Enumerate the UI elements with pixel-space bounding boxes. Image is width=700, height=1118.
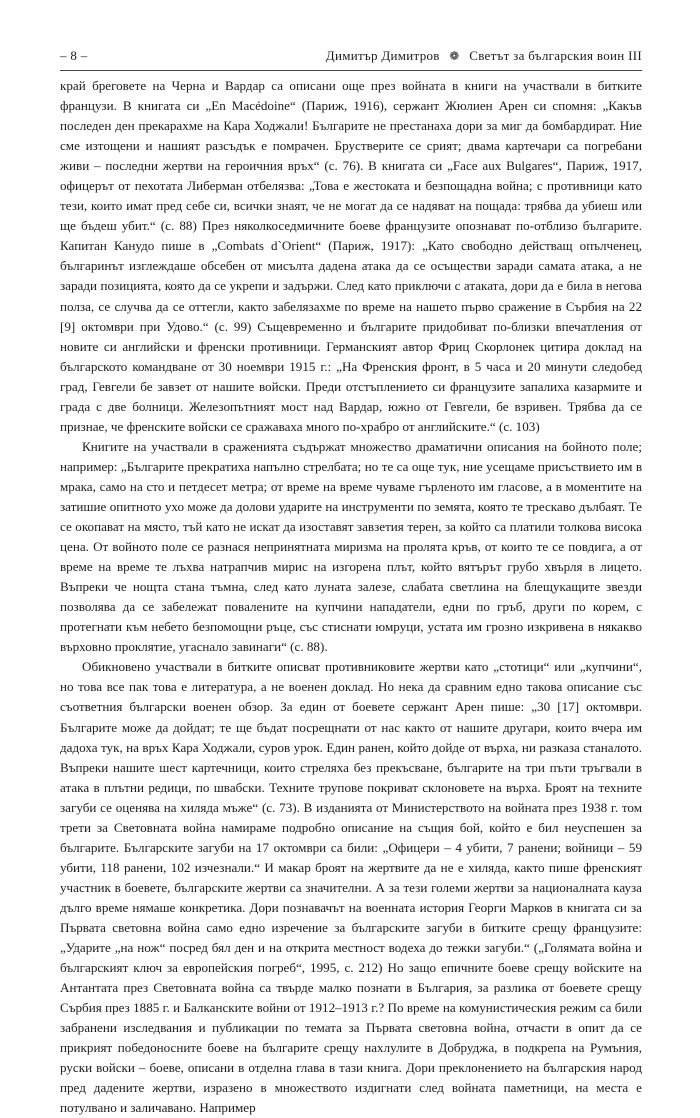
flower-ornament-icon: ❁ xyxy=(449,49,460,63)
paragraph-1: край бреговете на Черна и Вардар са описани още през войната в книги на участвали в битките французи. В книгата си „En Macédoine“ (Париж, 1916), сержант Жюлиен Арен си спомня: „Какъв последен ден прекарахме на Кара Ходжали! Българите не престанаха дори за миг да бомбардират. Ние сме изтощени и нашият разсъдък е помрачен. Брустверите се срият; двама картечари са погребани живи – последни жертви на героичния връх“ (с. 76). В книгата си „Face aux Bulgares“, Париж, 1917, офицерът от пехотата Либерман отбелязва: „Това е жестоката и безпощадна война; с противници като тези, които имат пред себе си, всички знаят, че не могат да се надяват на пощада: трябва да убиеш или ще бъдеш убит.“ (с. 88) През няколкоседмичните боеве французите опознават по-отблизо българите. Капитан Канудо пише в „Combats d`Orient“ (Париж, 1917): „Като свободно действащ опълченец, българинът изглеждаше обсебен от мисълта дадена атака да се осъществи заради самата атака, а не заради позицията, която да се укрепи и задържи. След като приключи с атаката, дори да е била в негова полза, се случва да се оттегли, както забелязахме по време на нашето първо сражение в Сърбия на 22 [9] октомври при Удово.“ (с. 99) Същевременно и българите придобиват по-близки впечатления от новите си английски и френски противници. Германският автор Фриц Скорлонек цитира доклад на българското командване от 30 ноември 1915 г.: „На Френския фронт, в 5 часа и 20 минути следобед град, Гевгели бе завзет от нашите войски. Преди отстъплението си французите запалиха казармите и града с две болници. Железопътният мост над Вардар, южно от Гевгели, бе взривен. Трябва да се признае, че френските войски се сражаваха много по-храбро от английските.“ (с. 103) xyxy=(60,78,642,434)
book-title: Светът за българския воин III xyxy=(469,48,642,63)
running-header xyxy=(60,48,642,68)
paragraph-2: Книгите на участвали в сраженията съдържат множество драматични описания на бойното поле; например: „Българите прекратиха напълно стрелбата; но те са още тук, ние усещаме присъствието им в мрака, само на сто и петдесет метра; от време на време чуваме гърленото им гласове, а в моментите на затишие опитното ухо може да долови ударите на инструменти по земята, която те трескаво дълбаят. Те се окопават на място, тъй като не искат да изоставят завзетия терен, за който са платили толкова висока цена. От войното поле се разнася непринятната миризма на пролята кръв, от които те се повдига, а от време на време те лъхва натрапчив мирис на изгорена плът, който вятърът грубо хвърля в лицето. Въпреки че нощта стана тъмна, след като луната залезе, слабата светлина на блещукащите звезди позволява да се забележат повалените на купчини нападатели, едни по гръб, други по корем, с протегнати към небето безпомощни ръце, със стиснати юмруци, устата им грозно изкривена в някакво върховно проклятие, угаснало завинаги“ (с. 88). xyxy=(60,438,642,655)
paragraph-3: Обикновено участвали в битките описват противниковите жертви като „стотици“ или „купчини“, но това все пак това е литература, а не военен доклад. Но нека да сравним едно такова описание със съответния български военен обзор. За един от боевете сержант Арен пише: „30 [17] октомври. Българите може да дойдат; те ще бъдат посрещнати от нас както от нашите другари, които вчера им дадоха тук, на връх Кара Ходжали, суров урок. Един ранен, който дойде от върха, ни разказа станалото. Въпреки нашите шест картечници, които стреляха без прекъсване, българите на три пъти тръгвали в атака в плътни редици, по швабски. Техните трупове покриват склоновете на върха. Броят на техните загуби се оценява на хиляда мъже“ (с. 73). В изданията от Министерството на войната през 1938 г. том трети за Световната война намираме подробно описание на същия бой, който е бил неуспешен за българите. Българските загуби на 17 октомври са били: „Офицери – 4 убити, 7 ранени; войници – 59 убити, 118 ранени, 102 изчезнали.“ И макар броят на жертвите да не е хиляда, както пише френският участник в боевете, българските жертви са значителни. А за тези големи жертви за националната кауза дълго време нямаше конкретика. Дори познавачът на военната история Георги Марков в книгата си за Първата световна война само едно изречение за българските загуби в битките срещу французите: „Ударите „на нож“ посред бял ден и на открита местност водеха до тежки загуби.“ („Голямата война и българският ключ за европейския погреб“, 1995, с. 212) Но защо епичните боеве срещу войските на Антантата през Световната война са твърде малко познати в България, за разлика от боевете срещу Сърбия през 1885 г. и Балканските войни от 1912–1913 г.? По време на комунистическия режим са били забранени изследвания и публикации по темата за Първата световна война, отчасти в опит да се прикрият победоносните боеве на българите срещу нахлулите в Добруджа, в подкрепа на Румъния, руски войски – боеве, описани в отделна глава в тази книга. Дори преклонението на българския народ пред дадените жертви, изразено в множеството издигнати след войната паметници, на места е потулвано и заличавано. Например xyxy=(60,659,642,1116)
header-rule xyxy=(60,70,642,71)
page-number: – 8 – xyxy=(60,48,88,63)
page-body xyxy=(60,76,642,1118)
running-title xyxy=(326,48,642,64)
author-name: Димитър Димитров xyxy=(325,48,440,63)
